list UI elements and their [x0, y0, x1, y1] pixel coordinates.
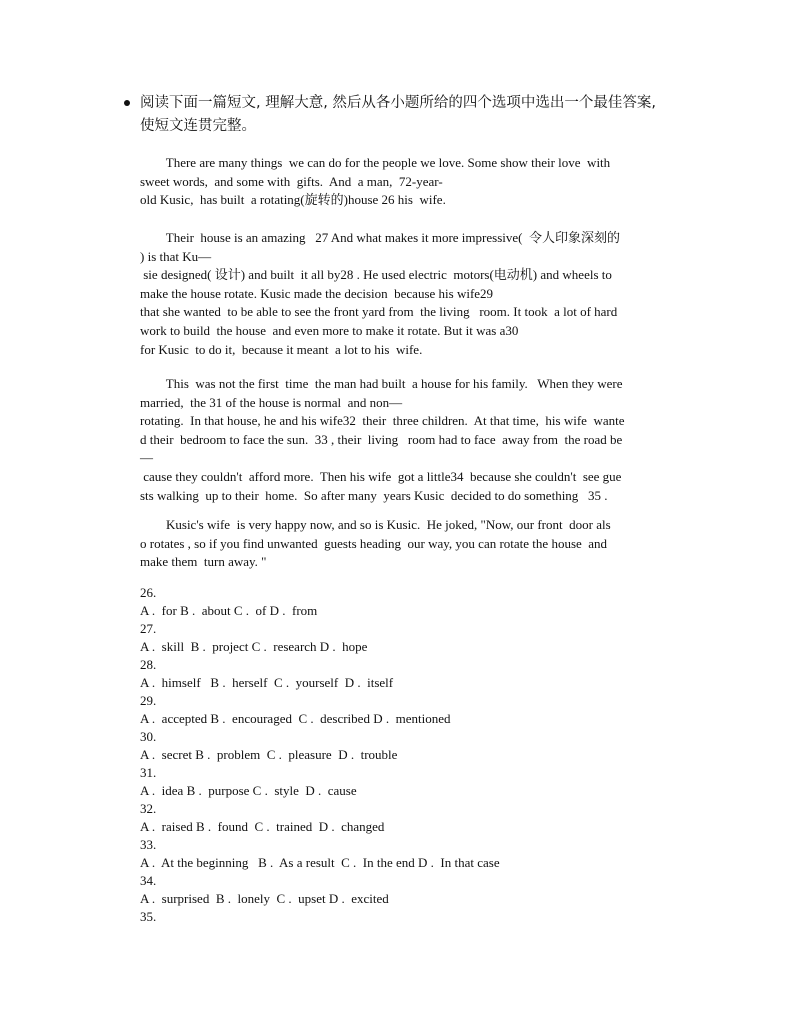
question-options: A . secret B . problem C . pleasure D . trouble — [140, 747, 398, 762]
passage-line: for Kusic to do it, because it meant a lot to his wife. — [140, 341, 423, 357]
question-options: A . surprised B . lonely C . upset D . excited — [140, 891, 389, 906]
passage-line: sts walking up to their home. So after many years Kusic decided to do something 35 . — [140, 487, 608, 503]
instruction-text — [140, 92, 700, 138]
passage-line: married, the 31 of the house is normal and non— — [140, 394, 403, 410]
instruction-line-2: 使短文连贯完整。 — [140, 118, 256, 134]
passage-line: ) is that Ku— — [140, 248, 212, 264]
passage-line: o rotates , so if you find unwanted guests heading our way, you can rotate the house and — [140, 535, 608, 551]
passage-line: that she wanted to be able to see the front yard from the living room. It took a lot of hard — [140, 304, 618, 320]
question-number: 31. — [140, 765, 157, 780]
passage-line: rotating. In that house, he and his wife32 their three children. At that time, his wife wante — [140, 413, 625, 429]
passage-paragraph-4 — [140, 516, 696, 572]
passage-line: Kusic's wife is very happy now, and so is Kusic. He joked, "Now, our front door als — [140, 517, 611, 532]
question-number: 29. — [140, 693, 157, 708]
question-options: A . himself B . herself C . yourself D . itself — [140, 675, 394, 690]
passage-paragraph-1 — [140, 154, 696, 210]
question-number: 28. — [140, 657, 157, 672]
question-number: 32. — [140, 801, 157, 816]
passage-line: Their house is an amazing 27 And what makes it more impressive( 令人印象深刻的 — [140, 230, 620, 245]
question-options: A . raised B . found C . trained D . changed — [140, 819, 385, 834]
passage-paragraph-2 — [140, 229, 696, 359]
passage-line: — — [140, 450, 153, 466]
question-number: 35. — [140, 909, 157, 924]
passage-line: There are many things we can do for the people we love. Some show their love with — [140, 155, 611, 170]
question-options: A . At the beginning B . As a result C . In the end D . In that case — [140, 855, 500, 870]
question-options: A . for B . about C . of D . from — [140, 603, 318, 618]
passage-line: make the house rotate. Kusic made the decision because his wife29 — [140, 285, 494, 301]
instruction-line-1: 阅读下面一篇短文, 理解大意, 然后从各小题所给的四个选项中选出一个最佳答案, — [140, 95, 657, 111]
bullet-icon — [124, 100, 130, 106]
question-list — [140, 584, 696, 926]
passage-line: work to build the house and even more to make it rotate. But it was a30 — [140, 322, 519, 338]
passage-line: This was not the first time the man had built a house for his family. When they were — [140, 376, 623, 391]
question-number: 34. — [140, 873, 157, 888]
passage-line: make them turn away. " — [140, 554, 267, 570]
passage-line: old Kusic, has built a rotating(旋转的)house 26 his wife. — [140, 192, 446, 208]
question-number: 30. — [140, 729, 157, 744]
passage-line: cause they couldn't afford more. Then his wife got a little34 because she couldn't see gue — [140, 468, 622, 484]
passage-line: sweet words, and some with gifts. And a man, 72-year- — [140, 173, 443, 189]
question-number: 26. — [140, 585, 157, 600]
question-options: A . idea B . purpose C . style D . cause — [140, 783, 357, 798]
question-number: 33. — [140, 837, 157, 852]
passage-line: sie designed( 设计) and built it all by28 . He used electric motors(电动机) and wheels to — [140, 267, 612, 283]
question-options: A . accepted B . encouraged C . described D . mentioned — [140, 711, 451, 726]
question-number: 27. — [140, 621, 157, 636]
question-options: A . skill B . project C . research D . hope — [140, 639, 368, 654]
passage-line: d their bedroom to face the sun. 33 , their living room had to face away from the road be — [140, 431, 623, 447]
passage-paragraph-3 — [140, 375, 696, 505]
